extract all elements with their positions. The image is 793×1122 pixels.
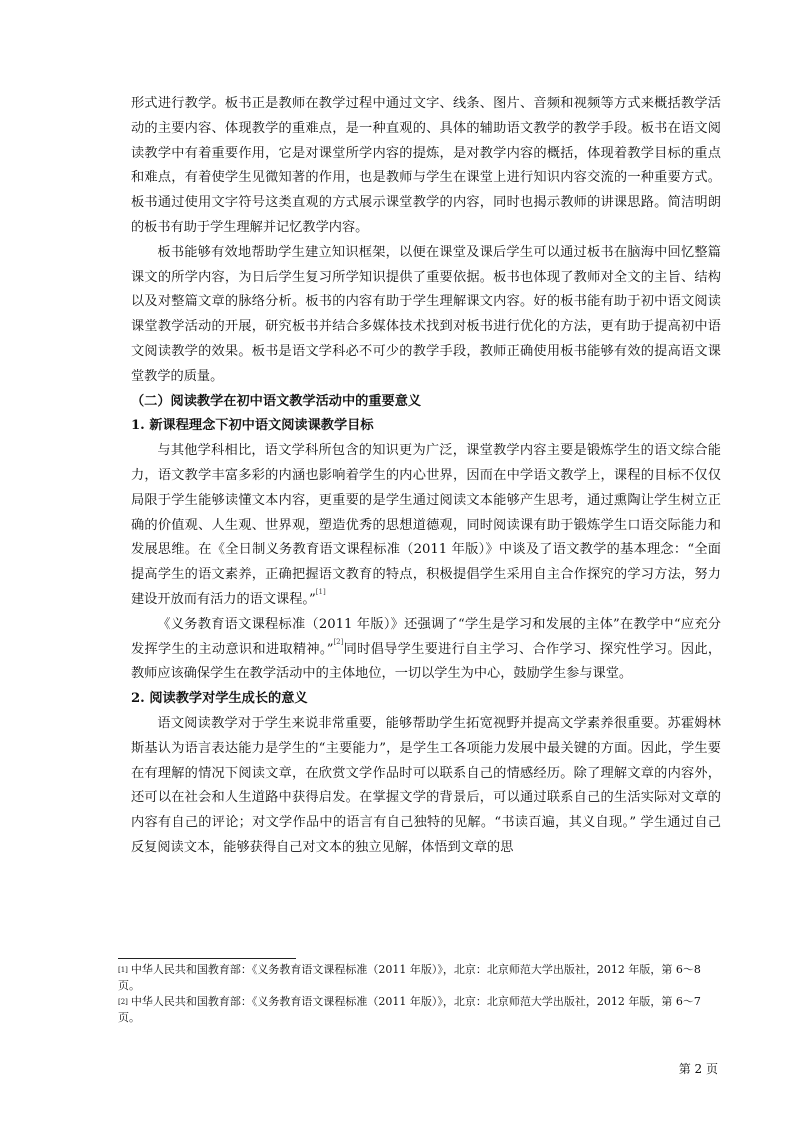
paragraph-blackboard-intro: 形式进行教学。板书正是教师在教学过程中通过文字、线条、图片、音频和视频等方式来概括教学活动的主要内容、体现教学的重难点，是一种直观的、具体的辅助语文教学的教学手段。板书在语文阅读教学中有着重要作用，它是对课堂所学内容的提炼，是对教学内容的概括，体现着教学目标的重点和难点，有着使学生见微知著的作用，也是教师与学生在课堂上进行知识内容交流的一种重要方式。板书通过使用文字符号这类直观的方式展示课堂教学的内容，同时也揭示教师的讲课思路。简洁明朗的板书有助于学生理解并记忆教学内容。 — [131, 96, 721, 235]
section-heading: （二）阅读教学在初中语文教学活动中的重要意义 — [131, 393, 422, 409]
footnotes — [118, 962, 722, 1026]
footnote-1-mark: [1] — [118, 966, 128, 974]
paragraph-curriculum-goals — [131, 439, 721, 613]
footnote-2-text: 中华人民共和国教育部：《义务教育语文课程标准（2011 年版）》，北京：北京师范大学出版社，2012 年版，第 6～7 页。 — [118, 995, 701, 1024]
footnote-1-text: 中华人民共和国教育部：《义务教育语文课程标准（2011 年版）》，北京：北京师范大学出版社，2012 年版，第 6～8 页。 — [118, 963, 701, 992]
paragraph-blackboard-role: 板书能够有效地帮助学生建立知识框架，以便在课堂及课后学生可以通过板书在脑海中回忆整篇课文的所学内容，为日后学生复习所学知识提供了重要依据。板书也体现了教师对全文的主旨、结构以及对整篇文章的脉络分析。板书的内容有助于学生理解课文内容。好的板书能有助于初中语文阅读课堂教学活动的开展，研究板书并结合多媒体技术找到对板书进行优化的方法，更有助于提高初中语文阅读教学的效果。板书是语文学科必不可少的教学手段，教师正确使用板书能够有效的提高语文课堂教学的质量。 — [131, 244, 721, 384]
paragraph-standard-emphasis — [131, 613, 721, 687]
subheading-1: 1. 新课程理念下初中语文阅读课教学目标 — [131, 418, 374, 434]
body-text — [131, 92, 721, 861]
footnote-divider — [118, 958, 296, 959]
footnote-ref-1[interactable]: [1] — [315, 587, 326, 596]
footnote-1 — [118, 962, 722, 994]
footnote-2 — [118, 994, 722, 1026]
paragraph-standard-emphasis-text-b: 同时倡导学生要进行自主学习、合作学习、探究性学习。因此，教师应该确保学生在教学活动中的主体地位，一切以学生为中心，鼓励学生参与课堂。 — [131, 641, 722, 682]
subheading-2: 2. 阅读教学对学生成长的意义 — [131, 691, 308, 707]
footnote-ref-2[interactable]: [2] — [333, 637, 344, 646]
footnote-2-mark: [2] — [118, 998, 128, 1006]
page-number: 第 2 页 — [678, 1062, 718, 1076]
paragraph-curriculum-goals-text: 与其他学科相比，语文学科所包含的知识更为广泛，课堂教学内容主要是锻炼学生的语文综合能力，语文教学丰富多彩的内涵也影响着学生的内心世界，因而在中学语文教学上，课程的目标不仅仅局限于学生能够读懂文本内容，更重要的是学生通过阅读文本能够产生思考，通过熏陶让学生树立正确的价值观、人生观、世界观，塑造优秀的思想道德观，同时阅读课有助于锻炼学生口语交际能力和发展思维。在《全日制义务教育语文课程标准（2011 年版）》中谈及了语文教学的基本理念：“全面提高学生的语文素养，正确把握语文教育的特点，积极提倡学生采用自主合作探究的学习方法，努力建设开放而有活力的语文课程。” — [131, 443, 721, 607]
paragraph-standard-emphasis-text-a: 《义务教育语文课程标准（2011 年版）》还强调了“学生是学习和发展的主体”在教学中“应充分发挥学生的主动意识和进取精神。” — [131, 616, 721, 657]
paragraph-reading-significance: 语文阅读教学对于学生来说非常重要，能够帮助学生拓宽视野并提高文学素养很重要。苏霍姆林斯基认为语言表达能力是学生的“主要能力”，是学生工各项能力发展中最关键的方面。因此，学生要在有理解的情况下阅读文章，在欣赏文学作品时可以联系自己的情感经历。除了理解文章的内容外，还可以在社会和人生道路中获得启发。在掌握文学的背景后，可以通过联系自己的生活实际对文章的内容有自己的评论；对文学作品中的语言有自己独特的见解。“书读百遍，其义自现。” 学生通过自己反复阅读文本，能够获得自己对文本的独立见解，体悟到文章的思 — [131, 715, 721, 855]
